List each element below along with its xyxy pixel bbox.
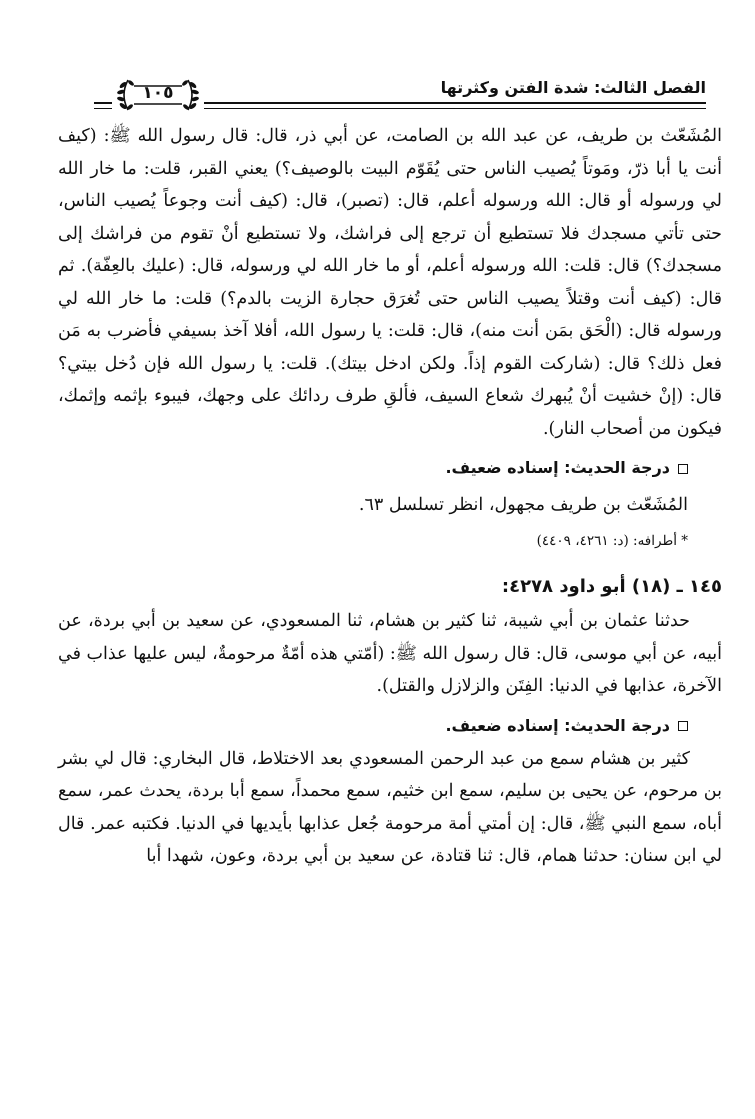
hadith-145-note: كثير بن هشام سمع من عبد الرحمن المسعودي بعد الاختلاط، قال البخاري: قال لي بشر بن مرحوم، عن يحيى بن سليم، سمع ابن خثيم، سمع محمداً، سمع أبا بردة، يحدث عمر، سمع أباه، سمع النبي ﷺ، قال: إن أمتي أمة مرحومة جُعل عذابها بأيديها في الدنيا. فكتبه عمر. قال لي ابن سنان: حدثنا همام، قال: ثنا قتادة، عن سعيد بن أبي بردة، وعون، شهدا أبا [58, 748, 722, 866]
hadith-144-grade [58, 451, 722, 485]
hadith-145-text: حدثنا عثمان بن أبي شيبة، ثنا كثير بن هشام، ثنا المسعودي، عن سعيد بن أبي بردة، عن أبيه، عن أبي موسى، قال: قال رسول الله ﷺ: (أمّتي هذه أمّةٌ مرحومةٌ، ليس عليها عذاب في الآخرة، عذابها في الدنيا: الفِتَن والزلازل والقتل). [58, 611, 722, 696]
hadith-144-text: المُشَعّث بن طريف، عن عبد الله بن الصامت، عن أبي ذر، قال: قال رسول الله ﷺ: (كيف أنت يا أبا ذرّ، ومَوتاً يُصيب الناس حتى يُقَوّم البيت بالوصيف؟) يعني القبر، قلت: ما خار الله لي ورسوله أو قال: الله ورسوله أعلم، قال: (تصبر)، قال: (كيف أنت وجوعاً يُصيب الناس، حتى تأتي مسجدك فلا تستطيع أن ترجع إلى فراشك، ولا تستطيع أنْ تقوم من فراشك إلى مسجدك؟) قال: قلت: الله ورسوله أعلم، أو ما خار الله لي ورسوله، قال: (عليك بالعِفّة). ثم قال: (كيف أنت وقتلاً يصيب الناس حتى تُغرَق حجارة الزيت بالدم؟) قلت: ما خار الله لي ورسوله قال: (الْحَق بمَن أنت منه)، قال: قلت: يا رسول الله، أفلا آخذ بسيفي فأضرب به مَن فعل ذلك؟ قال: (شاركت القوم إذاً. ولكن ادخل بيتك). قلت: يا رسول الله فإن دُخل بيتي؟ قال: (إنْ خشيت أنْ يُبهرك شعاع السيف، فألقِ طرف ردائك على وجهك، فيبوء بإثمه وإثمك، فيكون من أصحاب النار). [58, 126, 722, 439]
page-header [94, 74, 706, 116]
header-rule-thin [204, 108, 706, 109]
page-number: ١٠٥ [142, 83, 174, 103]
chapter-title: الفصل الثالث: شدة الفتن وكثرتها [440, 78, 706, 97]
grade-label: درجة الحديث: إسناده ضعيف. [445, 715, 670, 735]
hadith-144-cross-references: * أطرافه: (د: ٤٢٦١، ٤٤٠٩) [536, 533, 688, 549]
header-rule-left-thick [94, 102, 112, 104]
header-rule-thick [204, 102, 706, 104]
hadith-144-note: المُشَعّث بن طريف مجهول، انظر تسلسل ٦٣. [358, 495, 688, 515]
square-bullet-icon [678, 721, 688, 731]
header-rule-left-thin [94, 108, 112, 109]
hadith-145-heading: ١٤٥ ـ (١٨) أبو داود ٤٢٧٨: [501, 576, 722, 597]
grade-label: درجة الحديث: إسناده ضعيف. [445, 458, 670, 477]
page-number-ornament [116, 74, 200, 116]
page-body [58, 120, 722, 873]
hadith-145-grade [58, 709, 722, 743]
square-bullet-icon [678, 464, 688, 474]
